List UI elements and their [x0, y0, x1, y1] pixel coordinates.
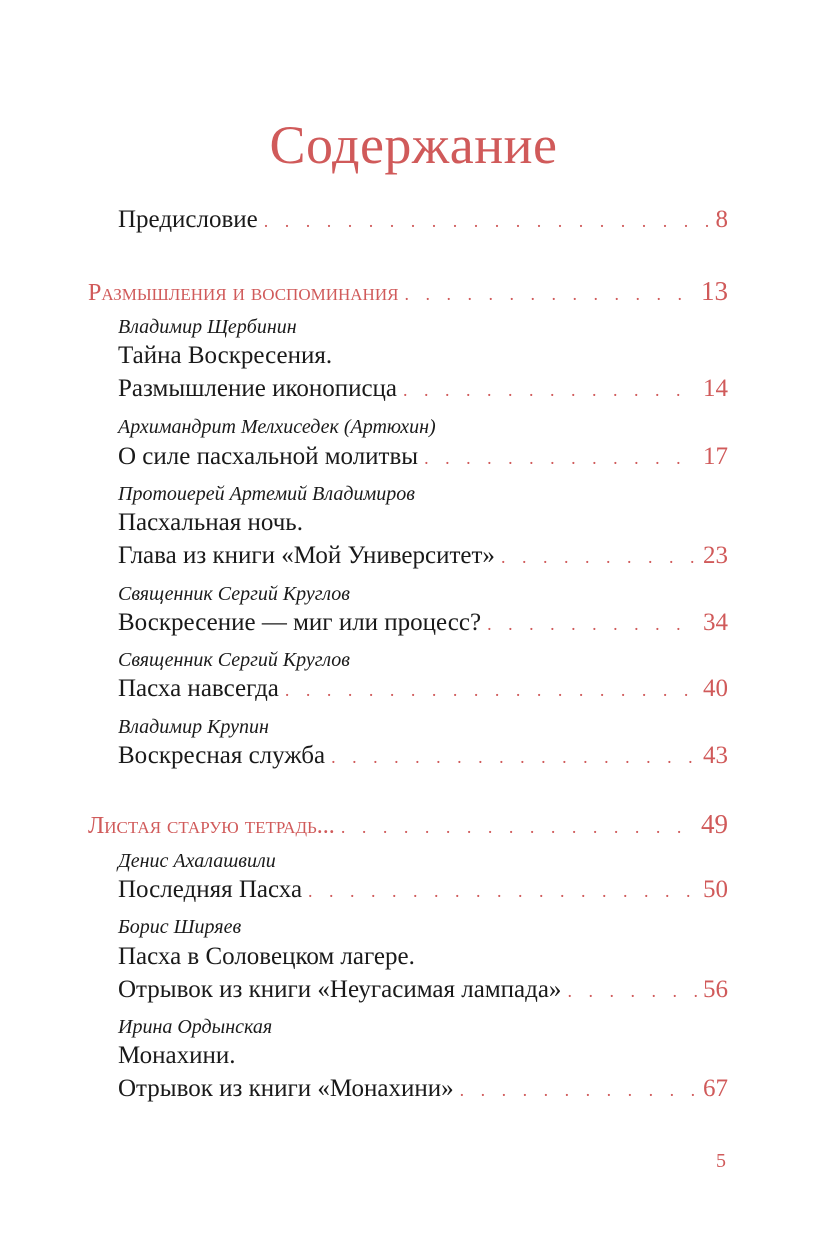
toc-entry[interactable] — [118, 1075, 728, 1103]
toc-section-heading[interactable] — [88, 276, 728, 307]
toc-entry[interactable] — [118, 976, 728, 1004]
page-number: 40 — [703, 675, 728, 702]
page-number: 14 — [703, 375, 728, 402]
toc-entry[interactable] — [118, 609, 728, 637]
folio-page-number: 5 — [716, 1150, 726, 1172]
leader-dots — [487, 614, 697, 635]
page-number: 23 — [703, 542, 728, 569]
entry-title-line[interactable]: Пасха в Соловецком лагере. — [118, 943, 415, 970]
page-number: 8 — [715, 206, 728, 233]
leader-dots — [501, 547, 697, 568]
toc-entry-preface[interactable] — [118, 206, 728, 234]
entry-title-line[interactable]: Пасхальная ночь. — [118, 509, 303, 536]
section-title: Размышления и воспоминания — [88, 280, 399, 306]
leader-dots — [308, 881, 697, 902]
leader-dots — [460, 1080, 697, 1101]
toc-entry[interactable] — [118, 443, 728, 471]
entry-title: Размышление иконописца — [118, 375, 398, 402]
entry-author: Владимир Крупин — [118, 716, 269, 738]
page-number: 50 — [703, 876, 728, 903]
leader-dots — [285, 680, 697, 701]
toc-entry[interactable] — [118, 742, 728, 770]
toc-entry[interactable] — [118, 542, 728, 570]
page-number: 34 — [703, 609, 728, 636]
entry-author: Ирина Ордынская — [118, 1016, 273, 1038]
entry-author: Денис Ахалашвили — [118, 850, 276, 872]
leader-dots — [264, 211, 710, 232]
page-number: 67 — [703, 1075, 728, 1102]
toc-entry[interactable] — [118, 876, 728, 904]
page-number: 17 — [703, 443, 728, 470]
entry-title-line[interactable]: Монахини. — [118, 1042, 236, 1069]
entry-title-line[interactable]: Тайна Воскресения. — [118, 342, 333, 369]
page-number: 13 — [701, 276, 728, 306]
entry-author: Протоиерей Артемий Владимиров — [118, 483, 415, 505]
entry-title: Последняя Пасха — [118, 876, 303, 903]
entry-title: О силе пасхальной молитвы — [118, 443, 419, 470]
entry-author: Борис Ширяев — [118, 916, 242, 938]
toc-section-heading[interactable] — [88, 809, 728, 840]
leader-dots — [341, 817, 695, 838]
page-number: 43 — [703, 742, 728, 769]
entry-title: Предисловие — [118, 206, 258, 233]
leader-dots — [567, 981, 697, 1002]
entry-author: Архимандрит Мелхиседек (Артюхин) — [118, 416, 436, 438]
entry-author: Священник Сергий Круглов — [118, 649, 350, 671]
entry-title: Отрывок из книги «Неугасимая лампада» — [118, 976, 562, 1003]
toc-entry[interactable] — [118, 675, 728, 703]
entry-title: Пасха навсегда — [118, 675, 279, 702]
entry-title: Воскресение — миг или процесс? — [118, 609, 482, 636]
page-title: Содержание — [269, 115, 558, 176]
leader-dots — [404, 284, 695, 305]
page-number: 49 — [701, 809, 728, 839]
leader-dots — [424, 448, 697, 469]
section-title: Листая старую тетрадь... — [88, 813, 335, 839]
entry-title: Отрывок из книги «Монахини» — [118, 1075, 454, 1102]
leader-dots — [331, 747, 697, 768]
toc-entry[interactable] — [118, 375, 728, 403]
entry-author: Священник Сергий Круглов — [118, 583, 350, 605]
entry-title: Воскресная служба — [118, 742, 326, 769]
page-number: 56 — [703, 976, 728, 1003]
entry-author: Владимир Щербинин — [118, 316, 297, 338]
entry-title: Глава из книги «Мой Университет» — [118, 542, 495, 569]
leader-dots — [403, 380, 697, 401]
